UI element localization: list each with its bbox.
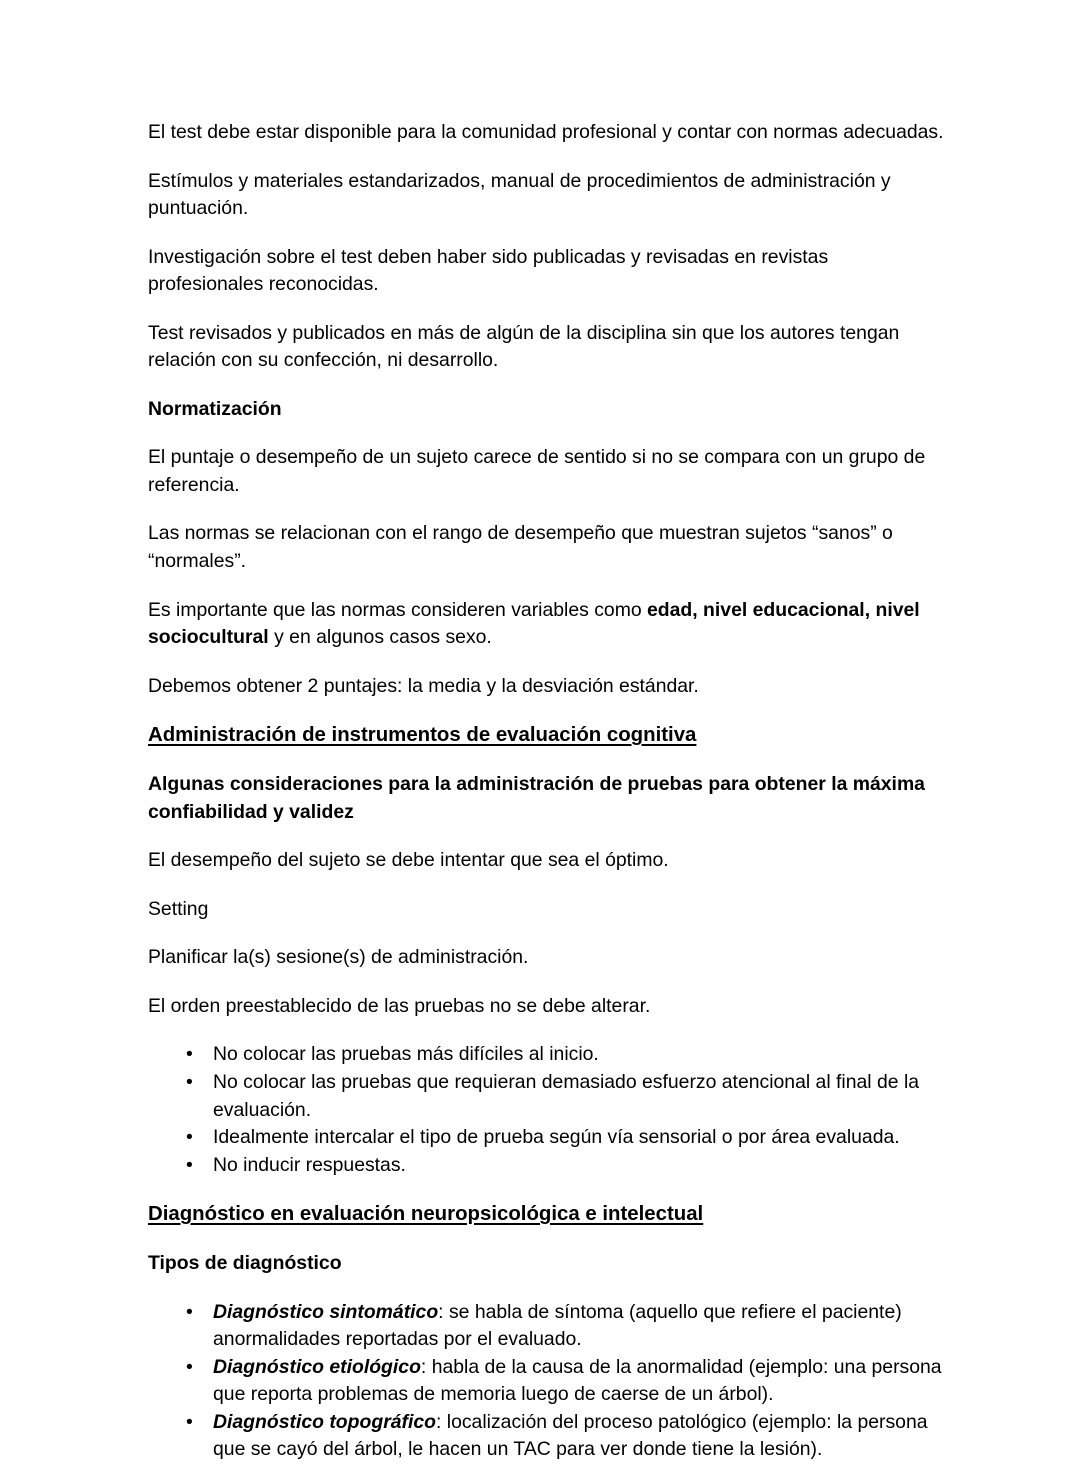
list-item-diagnostico-sintomatico [148, 1299, 945, 1354]
paragraph-desempeno-optimo: El desempeño del sujeto se debe intentar que sea el óptimo. [148, 849, 669, 872]
text-run-0: Diagnóstico etiológico [213, 1355, 421, 1378]
list-item-pruebas-dificiles [148, 1041, 945, 1069]
paragraph-puntaje-desempeno: El puntaje o desempeño de un sujeto carece de sentido si no se compara con un grupo de referencia. [148, 446, 926, 496]
paragraph-planificar-sesiones: Planificar la(s) sesione(s) de administración. [148, 946, 529, 969]
bullet-point-icon: • [186, 1043, 193, 1066]
list-item-diagnostico-topografico [148, 1409, 945, 1464]
text-run-0: No colocar las pruebas que requieran demasiado esfuerzo atencional al final de la evaluación. [213, 1071, 925, 1121]
text-run-1: : se habla de síntoma (aquello que refiere el paciente) anormalidades reportadas por el evaluado. [213, 1300, 908, 1351]
bullet-point-icon: • [186, 1355, 193, 1378]
heading-administracion-instrumentos: Administración de instrumentos de evaluación cognitiva [148, 724, 697, 747]
paragraph-test-revisados: Test revisados y publicados en más de algún de la disciplina sin que los autores tengan relación con su confección, ni desarrollo. [148, 321, 900, 372]
text-run-0: Diagnóstico topográfico [213, 1410, 436, 1433]
text-run-0: No colocar las pruebas más difíciles al inicio. [213, 1043, 599, 1066]
text-run-0: No inducir respuestas. [213, 1153, 406, 1176]
paragraph-estimulos-materiales: Estímulos y materiales estandarizados, manual de procedimientos de administración y puntuación. [148, 169, 891, 220]
document-body [148, 119, 945, 1464]
paragraph-investigacion-publicada: Investigación sobre el test deben haber sido publicadas y revisadas en revistas profesionales reconocidas. [148, 245, 829, 296]
text-run-2: y en algunos casos sexo. [268, 626, 492, 649]
bullet-point-icon: • [186, 1410, 193, 1433]
subheading-consideraciones-administracion: Algunas consideraciones para la administración de pruebas para obtener la máxima confiabilidad y validez [148, 773, 925, 823]
bullet-list-consideraciones-orden [148, 1041, 945, 1179]
paragraph-dos-puntajes: Debemos obtener 2 puntajes: la media y la desviación estándar. [148, 674, 699, 697]
subheading-normatizacion: Normatización [148, 397, 282, 420]
list-item-diagnostico-etiologico [148, 1354, 945, 1409]
bullet-point-icon: • [186, 1300, 193, 1323]
bullet-point-icon: • [186, 1153, 193, 1176]
bullet-point-icon: • [186, 1126, 193, 1149]
paragraph-setting: Setting [148, 897, 209, 920]
subheading-tipos-diagnostico: Tipos de diagnóstico [148, 1252, 342, 1275]
paragraph-orden-preestablecido: El orden preestablecido de las pruebas no se debe alterar. [148, 994, 651, 1017]
bullet-point-icon: • [186, 1071, 193, 1093]
text-run-0: Diagnóstico sintomático [213, 1300, 439, 1323]
paragraph-test-disponible: El test debe estar disponible para la comunidad profesional y contar con normas adecuadas. [148, 121, 944, 143]
paragraph-normas-rango: Las normas se relacionan con el rango de desempeño que muestran sujetos “sanos” o “normales”. [148, 522, 893, 573]
list-item-no-inducir [148, 1152, 945, 1180]
text-run-0: Idealmente intercalar el tipo de prueba según vía sensorial o por área evaluada. [213, 1126, 900, 1149]
bullet-list-tipos-diagnostico [148, 1299, 945, 1464]
text-run-1: : localización del proceso patológico (ejemplo: la persona que se cayó del árbol, le hacen un TAC para ver donde tiene la lesión). [213, 1410, 933, 1461]
list-item-esfuerzo-atencional [148, 1069, 945, 1124]
text-run-0: Es importante que las normas consideren variables como [148, 598, 648, 621]
paragraph-normas-variables [148, 597, 945, 652]
text-run-1: : habla de la causa de la anormalidad (ejemplo: una persona que reporta problemas de memoria luego de caerse de un árbol). [213, 1355, 947, 1406]
list-item-intercalar-pruebas [148, 1124, 945, 1152]
text-run-1: edad, nivel educacional, nivel sociocultural [148, 598, 926, 649]
heading-diagnostico-evaluacion: Diagnóstico en evaluación neuropsicológica e intelectual [148, 1203, 704, 1226]
